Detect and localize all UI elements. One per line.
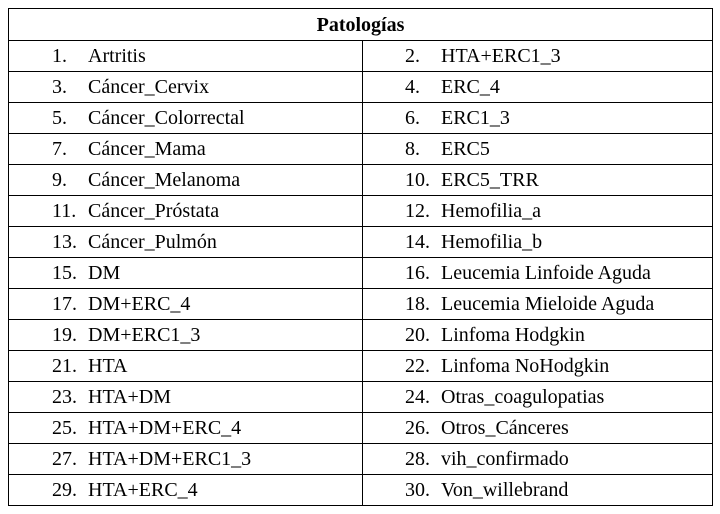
table-row	[9, 289, 713, 320]
table-row	[9, 444, 713, 475]
item-number: 21.	[52, 355, 77, 377]
pathology-label: Linfoma NoHodgkin	[441, 355, 610, 377]
pathology-label: ERC5	[441, 138, 490, 160]
table-cell	[9, 444, 363, 475]
table-cell	[363, 41, 713, 72]
item-number: 1.	[52, 45, 67, 67]
table-cell	[363, 289, 713, 320]
pathology-label: Hemofilia_b	[441, 231, 543, 253]
pathology-label: Otros_Cánceres	[441, 417, 569, 439]
table-cell	[363, 351, 713, 382]
item-number: 15.	[52, 262, 77, 284]
item-number: 3.	[52, 76, 67, 98]
table-cell	[363, 475, 713, 506]
table-cell	[363, 196, 713, 227]
pathology-label: Leucemia Mieloide Aguda	[441, 293, 655, 315]
pathology-label: Linfoma Hodgkin	[441, 324, 585, 346]
item-number: 7.	[52, 138, 67, 160]
item-number: 6.	[405, 107, 420, 129]
pathology-label: HTA+ERC_4	[88, 479, 198, 501]
pathologies-table	[8, 8, 713, 506]
pathology-label: HTA+ERC1_3	[441, 45, 561, 67]
table-cell	[363, 227, 713, 258]
item-number: 19.	[52, 324, 77, 346]
table-row	[9, 165, 713, 196]
table-cell	[363, 72, 713, 103]
item-number: 23.	[52, 386, 77, 408]
item-number: 14.	[405, 231, 430, 253]
table-row	[9, 134, 713, 165]
item-number: 8.	[405, 138, 420, 160]
table-cell	[363, 320, 713, 351]
item-number: 9.	[52, 169, 67, 191]
table-cell	[9, 227, 363, 258]
table-cell	[9, 382, 363, 413]
item-number: 5.	[52, 107, 67, 129]
table-cell	[9, 258, 363, 289]
item-number: 27.	[52, 448, 77, 470]
pathology-label: Cáncer_Pulmón	[88, 231, 217, 253]
item-number: 22.	[405, 355, 430, 377]
table-row	[9, 103, 713, 134]
table-cell	[363, 165, 713, 196]
table-cell	[9, 351, 363, 382]
item-number: 28.	[405, 448, 430, 470]
table-cell	[363, 258, 713, 289]
table-cell	[363, 413, 713, 444]
table-row	[9, 227, 713, 258]
pathology-label: vih_confirmado	[441, 448, 569, 470]
pathology-label: ERC_4	[441, 76, 500, 98]
table-cell	[9, 72, 363, 103]
item-number: 10.	[405, 169, 430, 191]
table-row	[9, 475, 713, 506]
table-row	[9, 351, 713, 382]
table-cell	[363, 444, 713, 475]
item-number: 12.	[405, 200, 430, 222]
table-cell	[9, 103, 363, 134]
item-number: 16.	[405, 262, 430, 284]
pathology-label: Cáncer_Próstata	[88, 200, 220, 222]
pathology-label: Cáncer_Melanoma	[88, 169, 241, 191]
table-row	[9, 258, 713, 289]
pathology-label: Von_willebrand	[441, 479, 569, 501]
table-row	[9, 382, 713, 413]
item-number: 30.	[405, 479, 430, 501]
pathology-label: Cáncer_Cervix	[88, 76, 210, 98]
pathology-label: HTA+DM+ERC1_3	[88, 448, 252, 470]
table-cell	[9, 41, 363, 72]
table-cell	[9, 413, 363, 444]
item-number: 18.	[405, 293, 430, 315]
table-body	[9, 41, 713, 506]
pathology-label: Cáncer_Mama	[88, 138, 206, 160]
pathology-label: HTA	[88, 355, 128, 377]
table-cell	[363, 134, 713, 165]
pathology-label: DM+ERC1_3	[88, 324, 201, 346]
item-number: 4.	[405, 76, 420, 98]
table-cell	[9, 289, 363, 320]
table-cell	[9, 165, 363, 196]
item-number: 25.	[52, 417, 77, 439]
pathology-label: ERC1_3	[441, 107, 510, 129]
item-number: 20.	[405, 324, 430, 346]
pathology-label: DM+ERC_4	[88, 293, 191, 315]
pathology-label: HTA+DM+ERC_4	[88, 417, 242, 439]
table-header: Patologías	[9, 9, 713, 41]
pathology-label: DM	[88, 262, 121, 284]
table-row	[9, 320, 713, 351]
pathology-label: Cáncer_Colorrectal	[88, 107, 245, 129]
table-cell	[9, 134, 363, 165]
table-cell	[9, 196, 363, 227]
item-number: 17.	[52, 293, 77, 315]
item-number: 11.	[52, 200, 77, 222]
pathology-label: Leucemia Linfoide Aguda	[441, 262, 651, 284]
table-row	[9, 196, 713, 227]
table-cell	[9, 475, 363, 506]
item-number: 24.	[405, 386, 430, 408]
table-row	[9, 72, 713, 103]
table-row	[9, 41, 713, 72]
pathology-label: HTA+DM	[88, 386, 172, 408]
table-header-row	[9, 9, 713, 41]
pathology-label: Otras_coagulopatias	[441, 386, 605, 408]
table-cell	[9, 320, 363, 351]
item-number: 29.	[52, 479, 77, 501]
item-number: 26.	[405, 417, 430, 439]
pathology-label: Hemofilia_a	[441, 200, 541, 222]
item-number: 13.	[52, 231, 77, 253]
table-row	[9, 413, 713, 444]
table-cell	[363, 103, 713, 134]
table-cell	[363, 382, 713, 413]
pathology-label: Artritis	[88, 45, 146, 67]
pathology-label: ERC5_TRR	[441, 169, 539, 191]
item-number: 2.	[405, 45, 420, 67]
